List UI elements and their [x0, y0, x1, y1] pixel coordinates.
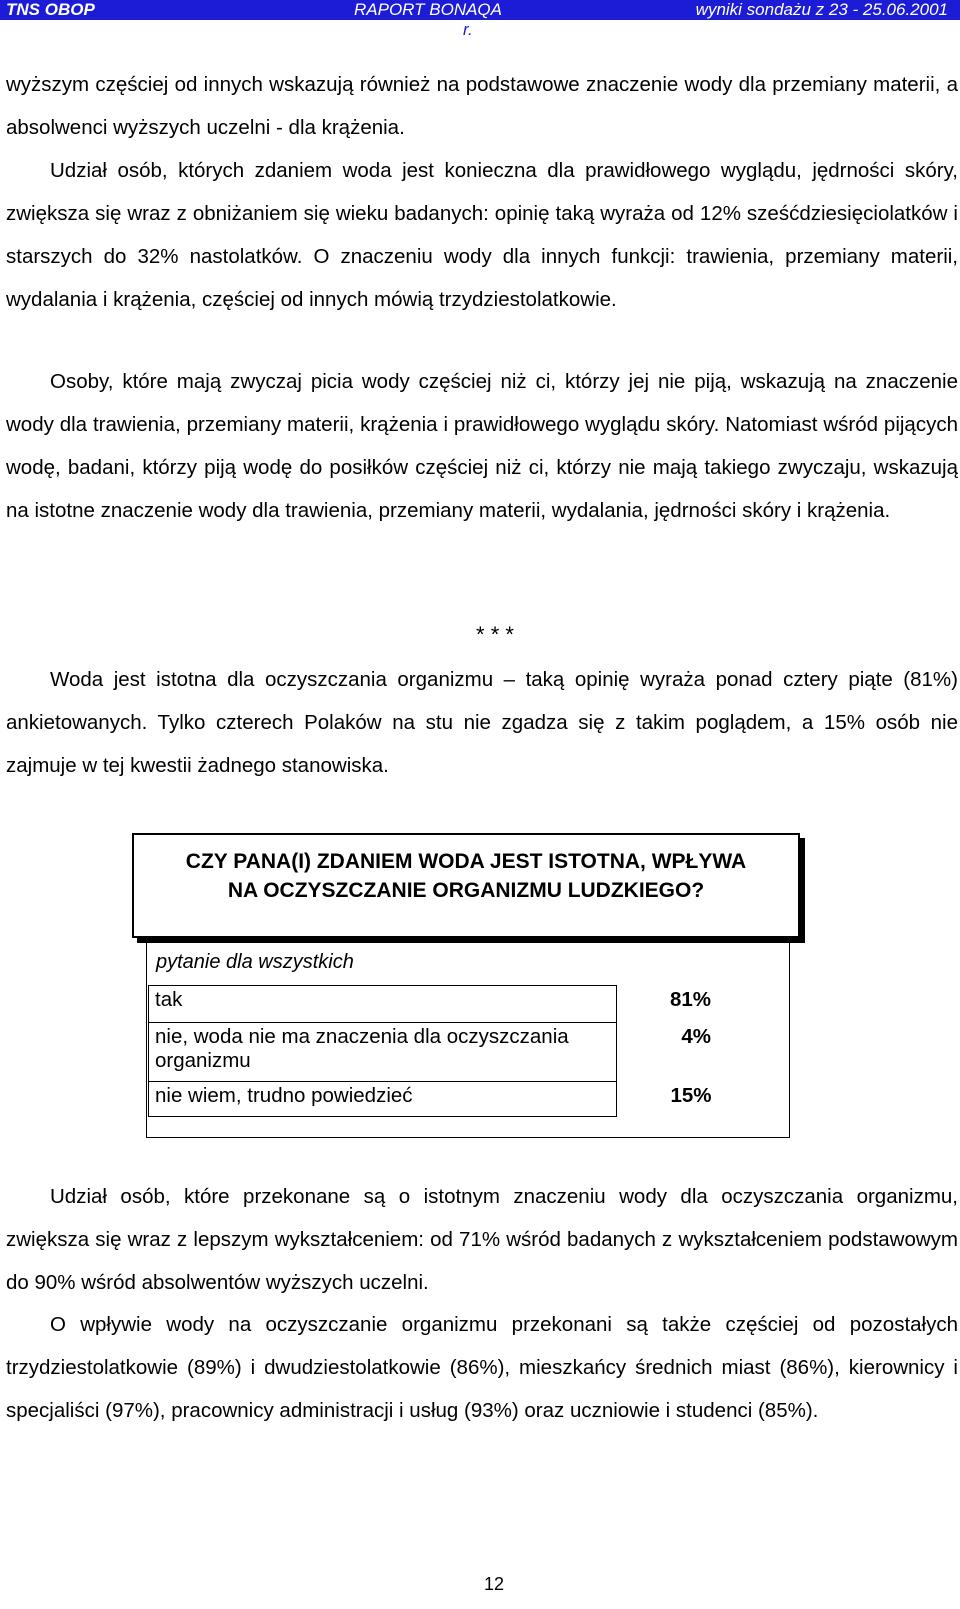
paragraph-2: Udział osób, których zdaniem woda jest konieczna dla prawidłowego wyglądu, jędrności skóry, zwiększa się wraz z obniżaniem się wieku badanych: opinię taką wyraża od 12% sześćdziesięciolatków i starszych do 32% nastolatków. O znaczeniu wody dla innych funkcji: trawienia, przemiany materii, wydalania i krążenia, częściej od innych mówią trzydziestolatkowie.	[6, 159, 958, 311]
paragraph-3: Osoby, które mają zwyczaj picia wody częściej niż ci, którzy jej nie piją, wskazują na znaczenie wody dla trawienia, przemiany materii, krążenia i prawidłowego wyglądu skóry. Natomiast wśród pijących wodę, badani, którzy piją wodę do posiłków częściej niż ci, którzy nie mają takiego zwyczaju, wskazują na istotne znaczenie wody dla trawienia, przemiany materii, wydalania, jędrności skóry i krążenia.	[6, 370, 958, 522]
page-number: 12	[483, 1574, 505, 1594]
table-row	[149, 1082, 718, 1117]
answer-label: nie wiem, trudno powiedzieć	[149, 1082, 617, 1117]
report-header	[0, 0, 960, 20]
table-row	[149, 986, 718, 1023]
survey-results-table	[148, 985, 718, 1117]
header-company: TNS OBOP	[6, 0, 95, 19]
paragraph-4: Woda jest istotna dla oczyszczania organizmu – taką opinię wyraża ponad cztery piąte (81%) ankietowanych. Tylko czterech Polaków na stu nie zgadza się z takim poglądem, a 15% osób nie zajmuje w tej kwestii żadnego stanowiska.	[6, 668, 958, 777]
answer-value: 15%	[670, 1083, 712, 1107]
table-row	[149, 1023, 718, 1082]
answer-label: nie, woda nie ma znaczenia dla oczyszczania organizmu	[149, 1023, 617, 1082]
header-date-continuation: r.	[463, 20, 473, 39]
answer-value: 81%	[669, 987, 711, 1011]
paragraph-6: O wpływie wody na oczyszczanie organizmu przekonani są także częściej od pozostałych trzydziestolatkowie (89%) i dwudziestolatkowie (86%), mieszkańcy średnich miast (86%), kierownicy i specjaliści (97%), pracownicy administracji i usług (93%) oraz uczniowie i studenci (85%).	[6, 1313, 958, 1422]
paragraph-1: wyższym częściej od innych wskazują również na podstawowe znaczenie wody dla przemiany materii, a absolwenci wyższych uczelni - dla krążenia.	[6, 73, 958, 139]
survey-question-box: CZY PANA(I) ZDANIEM WODA JEST ISTOTNA, WPŁYWA NA OCZYSZCZANIE ORGANIZMU LUDZKIEGO?	[132, 833, 800, 938]
paragraph-5: Udział osób, które przekonane są o istotnym znaczeniu wody dla oczyszczania organizmu, zwiększa się wraz z lepszym wykształceniem: od 71% wśród badanych z wykształceniem podstawowym do 90% wśród absolwentów wyższych uczelni.	[6, 1185, 958, 1294]
survey-subtitle: pytanie dla wszystkich	[156, 951, 354, 973]
answer-label: tak	[149, 986, 617, 1023]
section-separator: * * *	[476, 622, 514, 647]
header-report-title: RAPORT BONAQA	[354, 0, 502, 19]
answer-value: 4%	[681, 1024, 711, 1048]
header-survey-date: wyniki sondażu z 23 - 25.06.2001	[695, 0, 948, 19]
